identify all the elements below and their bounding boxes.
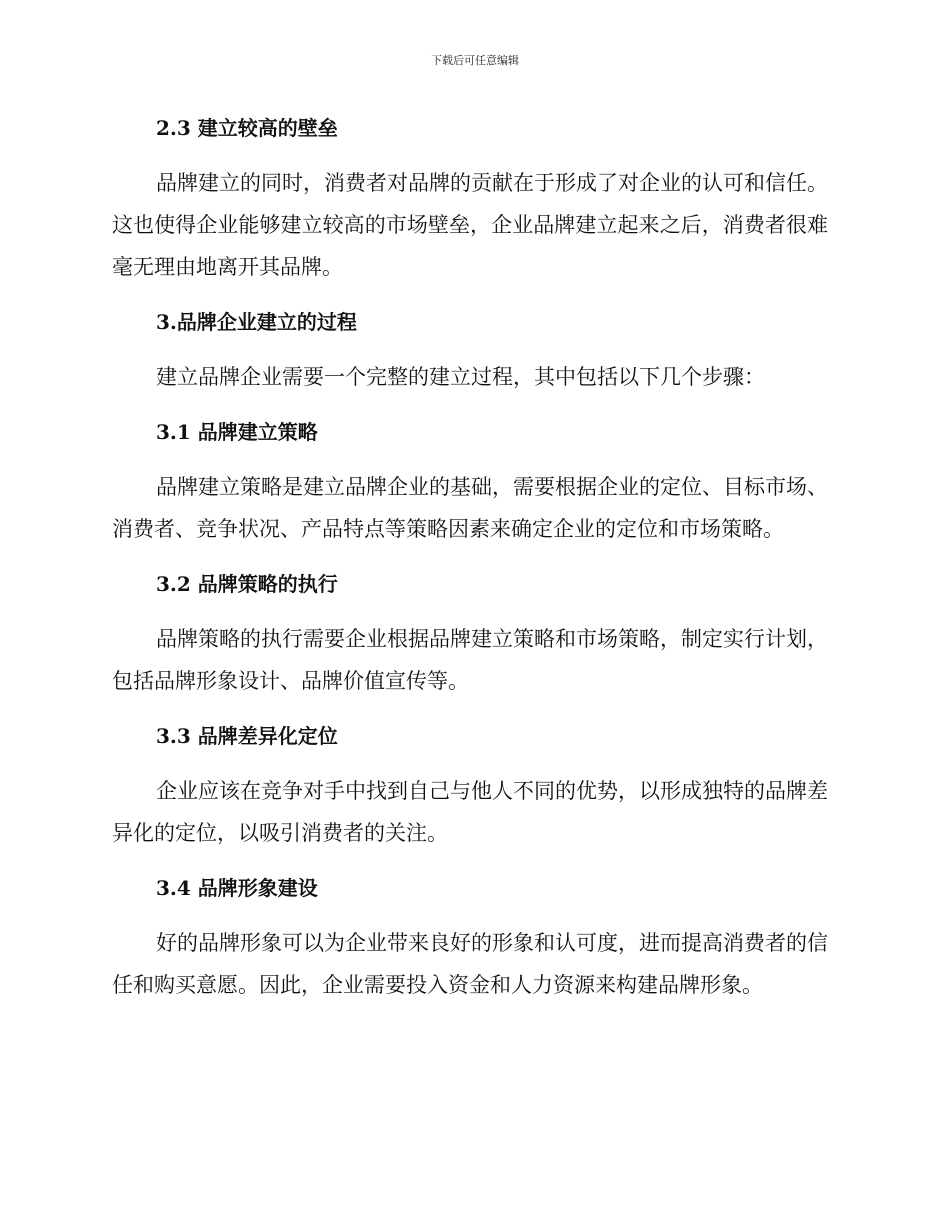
section-heading: 3.2 品牌策略的执行 — [156, 572, 338, 596]
section-paragraph: 品牌策略的执行需要企业根据品牌建立策略和市场策略，制定实行计划，包括品牌形象设计、品牌价值宣传等。 — [112, 627, 828, 693]
section-paragraph: 品牌建立的同时，消费者对品牌的贡献在于形成了对企业的认可和信任。这也使得企业能够建立较高的市场壁垒，企业品牌建立起来之后，消费者很难毫无理由地离开其品牌。 — [112, 171, 828, 279]
section-heading: 3.4 品牌形象建设 — [156, 876, 318, 900]
document-body — [112, 108, 828, 1006]
page-header: 下载后可任意编辑 — [431, 54, 519, 67]
section-paragraph: 品牌建立策略是建立品牌企业的基础，需要根据企业的定位、目标市场、消费者、竞争状况、产品特点等策略因素来确定企业的定位和市场策略。 — [112, 475, 828, 541]
section-3-2 — [112, 564, 828, 716]
section-paragraph: 好的品牌形象可以为企业带来良好的形象和认可度，进而提高消费者的信任和购买意愿。因此，企业需要投入资金和人力资源来构建品牌形象。 — [112, 931, 828, 997]
section-3-3 — [112, 716, 828, 868]
section-heading: 3.1 品牌建立策略 — [156, 420, 318, 444]
section-heading: 3.3 品牌差异化定位 — [156, 724, 338, 748]
section-heading: 3.品牌企业建立的过程 — [156, 310, 357, 334]
section-heading: 2.3 建立较高的壁垒 — [156, 116, 338, 140]
section-paragraph: 企业应该在竞争对手中找到自己与他人不同的优势，以形成独特的品牌差异化的定位，以吸引消费者的关注。 — [112, 779, 828, 845]
section-3-1 — [112, 412, 828, 564]
section-3-4 — [112, 868, 828, 1006]
section-3 — [112, 302, 828, 412]
section-paragraph: 建立品牌企业需要一个完整的建立过程，其中包括以下几个步骤： — [156, 365, 765, 389]
section-2-3 — [112, 108, 828, 302]
